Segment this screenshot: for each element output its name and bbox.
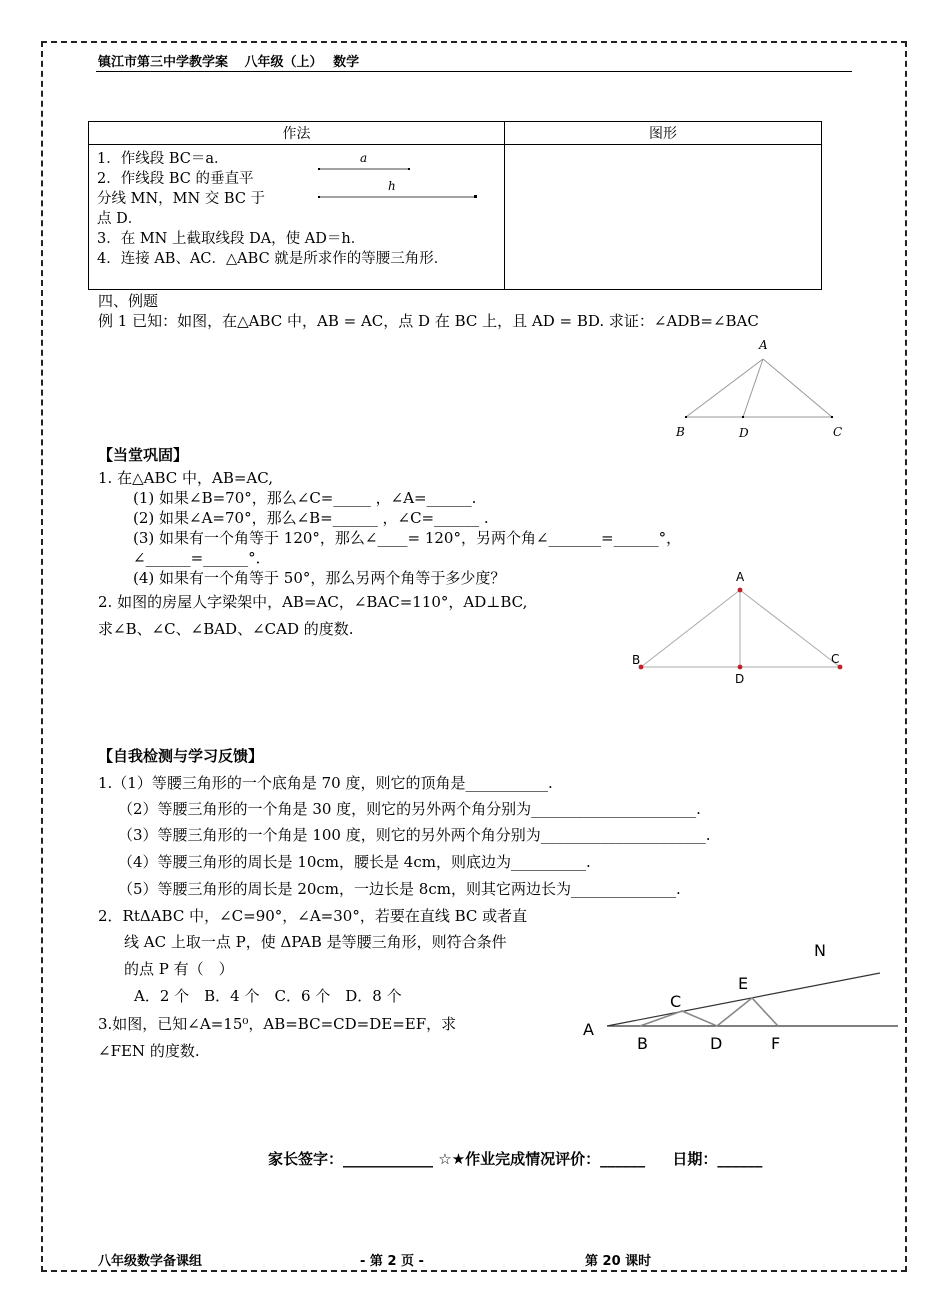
consolidate-q1-2: (2) 如果∠A=70°，那么∠B=______ ，∠C=______ .: [133, 509, 489, 527]
signature-date: 日期：______: [672, 1150, 763, 1168]
example-triangle: [670, 334, 870, 444]
footer-group: 八年级数学备课组: [98, 1254, 203, 1269]
selftest-q1-2: （2）等腰三角形的一个角是 30 度，则它的另外两个角分别为______________________.: [118, 800, 701, 818]
selftest-q3b: ∠FEN 的度数.: [98, 1042, 200, 1060]
roof-truss-figure: [626, 568, 866, 688]
consolidate-q1-3a: (3) 如果有一个角等于 120°，那么∠____= 120°，另两个角∠_______=______°，: [133, 529, 682, 547]
zig-label-F: F: [771, 1034, 781, 1053]
step-2b: 分线 MN，MN 交 BC 于: [97, 191, 266, 207]
zig-label-E: E: [738, 974, 749, 993]
figure-col-header: 图形: [505, 122, 822, 145]
selftest-title: 【自我检测与学习反馈】: [98, 747, 264, 765]
selftest-q2a: 2．RtΔABC 中，∠C=90°，∠A=30°，若要在直线 BC 或者直: [98, 907, 528, 925]
selftest-q1-5: （5）等腰三角形的周长是 20cm，一边长是 8cm，则其它两边长为______________.: [118, 880, 681, 898]
consolidate-q1-4: (4) 如果有一个角等于 50°，那么另两个角等于多少度？: [133, 569, 506, 587]
footer-lesson: 第 20 课时: [585, 1254, 652, 1269]
selftest-q1-3: （3）等腰三角形的一个角是 100 度，则它的另外两个角分别为______________________.: [118, 826, 711, 844]
figure-cell: [505, 145, 822, 290]
step-3: 3．在 MN 上截取线段 DA，使 AD＝h．: [97, 231, 366, 247]
roof-label-D: D: [735, 672, 745, 686]
method-steps-cell: [89, 145, 505, 290]
zigzag-angle-figure: [580, 935, 910, 1060]
seg-a-label: a: [360, 151, 368, 165]
zig-label-A: A: [583, 1020, 594, 1039]
header-subject: 数学: [333, 55, 360, 70]
ex-label-D: D: [739, 426, 749, 440]
consolidate-q1: 1. 在△ABC 中，AB=AC,: [98, 469, 273, 487]
consolidate-q2b: 求∠B、∠C、∠BAD、∠CAD 的度数.: [98, 620, 354, 638]
selftest-q1-1: 1.（1）等腰三角形的一个底角是 70 度，则它的顶角是___________.: [98, 774, 553, 792]
step-2a: 2．作线段 BC 的垂直平: [97, 171, 254, 187]
consolidate-title: 【当堂巩固】: [98, 446, 189, 464]
section-example-title: 四、例题: [98, 292, 159, 310]
selftest-q2-options: A．2 个 B．4 个 C．6 个 D．8 个: [134, 987, 402, 1005]
method-table: [88, 121, 822, 290]
example-1-text: 例 1 已知：如图，在△ABC 中，AB = AC，点 D 在 BC 上，且 AD = BD. 求证：∠ADB=∠BAC: [98, 312, 759, 330]
zig-label-N: N: [814, 941, 826, 960]
zig-label-D: D: [710, 1034, 723, 1053]
step-4: 4．连接 AB、AC．△ABC 就是所求作的等腰三角形．: [97, 251, 449, 267]
consolidate-q1-1: (1) 如果∠B=70°，那么∠C=_____ ，∠A=______.: [133, 489, 477, 507]
ex-label-A: A: [759, 338, 768, 352]
roof-label-B: B: [632, 653, 641, 667]
step-2c: 点 D．: [97, 211, 143, 227]
header-rule: [96, 71, 852, 72]
selftest-q1-4: （4）等腰三角形的周长是 10cm，腰长是 4cm，则底边为__________.: [118, 853, 591, 871]
footer-page: - 第 2 页 -: [360, 1254, 424, 1269]
consolidate-q1-3b: ∠______=______°．: [133, 549, 271, 567]
header-grade: 八年级（上）: [244, 55, 323, 70]
selftest-q2c: 的点 P 有（ ）: [124, 960, 234, 978]
seg-h-label: h: [388, 179, 396, 193]
header: [98, 51, 359, 70]
step-1: 1．作线段 BC＝a．: [97, 151, 229, 167]
parent-signature: 家长签字：____________: [268, 1150, 434, 1168]
selftest-q2b: 线 AC 上取一点 P，使 ΔPAB 是等腰三角形，则符合条件: [124, 933, 507, 951]
header-school: 镇江市第三中学教学案: [98, 55, 229, 70]
roof-label-A: A: [736, 570, 745, 584]
homework-evaluation: ☆★作业完成情况评价：______: [438, 1150, 646, 1168]
zig-label-B: B: [637, 1034, 648, 1053]
roof-label-C: C: [831, 652, 840, 666]
signature-line: [268, 1148, 762, 1169]
segments-figure: [89, 145, 504, 205]
ex-label-B: B: [676, 425, 685, 439]
consolidate-q2a: 2. 如图的房屋人字梁架中，AB=AC，∠BAC=110°，AD⊥BC,: [98, 593, 528, 611]
method-col-header: 作法: [89, 122, 505, 145]
selftest-q3a: 3.如图，已知∠A=15⁰，AB=BC=CD=DE=EF，求: [98, 1015, 457, 1033]
ex-label-C: C: [833, 425, 843, 439]
zig-label-C: C: [670, 992, 682, 1011]
